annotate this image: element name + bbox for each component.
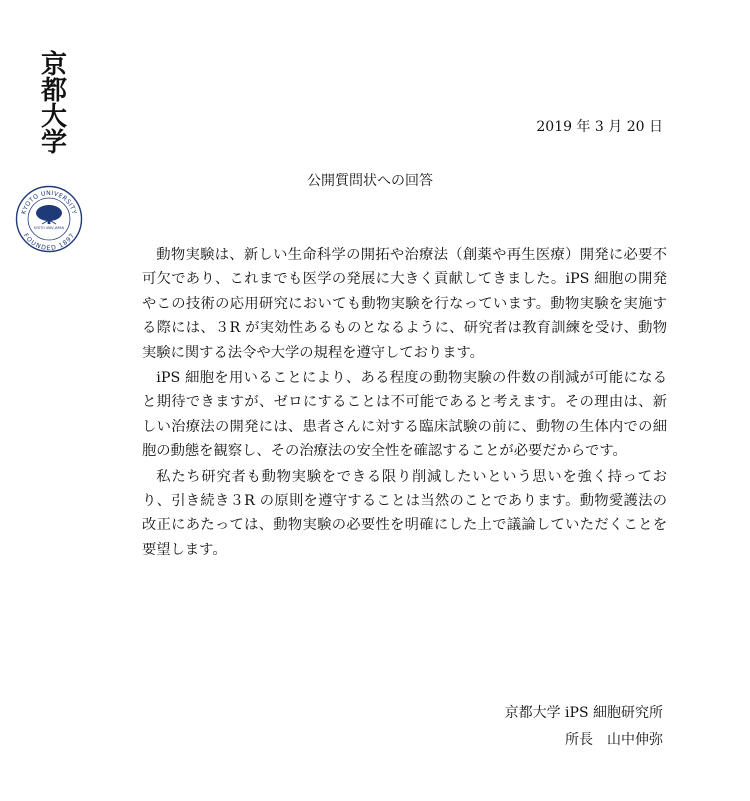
body-paragraph: 動物実験は、新しい生命科学の開拓や治療法（創薬や再生医療）開発に必要不可欠であり、これまでも医学の発展に大きく貢献してきました。iPS 細胞の開発やこの技術の応用研究においても動物実験を行なっています。動物実験を実施する際には、３R が実効性あるものとなるように、研究者は教育訓練を受け、動物実験に関する法令や大学の規程を遵守しております。 bbox=[142, 247, 667, 361]
logo-char: 大 bbox=[40, 102, 67, 132]
logo-char: 京 bbox=[40, 50, 67, 80]
university-seal-icon bbox=[15, 185, 83, 253]
logo-char: 学 bbox=[40, 128, 67, 158]
signature-organization: 京都大学 iPS 細胞研究所 bbox=[504, 705, 663, 721]
university-logo-text bbox=[34, 52, 74, 156]
seal-text-bottom: FOUNDED 1897 bbox=[21, 232, 77, 253]
letter-body bbox=[142, 243, 667, 563]
svg-text:FOUNDED 1897 bbox=[22, 232, 76, 252]
seal-text-top: KYOTO UNIVERSITY bbox=[20, 189, 78, 216]
signature-name: 所長 山中伸弥 bbox=[565, 732, 663, 748]
letter-date: 2019 年 3 月 20 日 bbox=[536, 119, 663, 135]
seal-text-center: KYOTO UNIV JAPAN bbox=[34, 226, 64, 230]
body-paragraph: iPS 細胞を用いることにより、ある程度の動物実験の件数の削減が可能になると期待できますが、ゼロにすることは不可能であると考えます。その理由は、新しい治療法の開発には、患者さんに対する臨床試験の前に、動物の生体内での細胞の動態を観察し、その治療法の安全性を確認することが必要だからです。 bbox=[142, 370, 667, 460]
logo-char: 都 bbox=[40, 76, 67, 106]
letter-title: 公開質問状への回答 bbox=[307, 173, 433, 189]
body-paragraph: 私たち研究者も動物実験をできる限り削減したいという思いを強く持っており、引き続き３R の原則を遵守することは当然のことであります。動物愛護法の改正にあたっては、動物実験の必要性を明確にした上で議論していただくことを要望します。 bbox=[142, 468, 667, 558]
